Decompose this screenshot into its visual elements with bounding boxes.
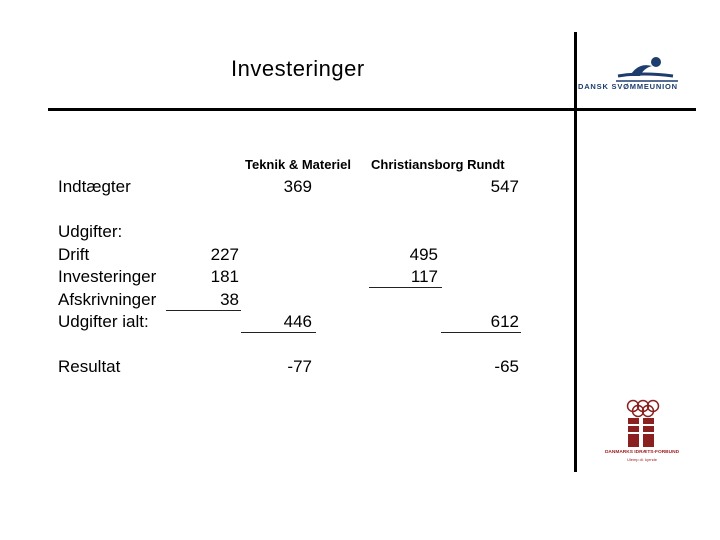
dif-logo bbox=[600, 398, 684, 470]
row-label-drift: Drift bbox=[58, 245, 90, 264]
slide-title: Investeringer bbox=[231, 56, 365, 81]
investeringer-christiansborg-subvalue: 117 bbox=[410, 267, 438, 286]
column-header-teknik: Teknik & Materiel bbox=[245, 157, 351, 172]
column-header-christiansborg: Christiansborg Rundt bbox=[371, 157, 505, 172]
christiansborg-subtotal-underline bbox=[369, 287, 442, 288]
udgifter-ialt-teknik-value: 446 bbox=[283, 312, 312, 331]
header-divider bbox=[48, 108, 696, 111]
dansk-svoemmeunion-logo bbox=[578, 52, 708, 96]
row-label-indtaegter: Indtægter bbox=[58, 177, 131, 196]
indtaegter-teknik-value: 369 bbox=[283, 177, 312, 196]
row-label-udgifter-ialt: Udgifter ialt: bbox=[58, 312, 149, 331]
swimmer-icon bbox=[578, 52, 708, 82]
indtaegter-christiansborg-value: 547 bbox=[490, 177, 519, 196]
udgifter-ialt-christiansborg-value: 612 bbox=[490, 312, 519, 331]
dsu-logo-text: DANSK SVØMMEUNION bbox=[578, 82, 678, 91]
drift-teknik-subvalue: 227 bbox=[210, 245, 239, 264]
resultat-christiansborg-value: -65 bbox=[494, 357, 519, 376]
row-label-investeringer: Investeringer bbox=[58, 267, 157, 286]
drift-christiansborg-subvalue: 495 bbox=[409, 245, 438, 264]
logo-column-divider bbox=[574, 32, 577, 472]
investeringer-teknik-subvalue: 181 bbox=[210, 267, 239, 286]
teknik-subtotal-underline bbox=[166, 310, 241, 311]
row-label-udgifter: Udgifter: bbox=[58, 222, 123, 241]
teknik-total-underline bbox=[241, 332, 316, 333]
row-label-resultat: Resultat bbox=[58, 357, 121, 376]
olympic-rings-icon bbox=[600, 398, 684, 450]
resultat-teknik-value: -77 bbox=[287, 357, 312, 376]
dif-logo-text: DANMARKS IDRÆTS-FORBUND bbox=[604, 450, 680, 455]
dif-logo-subtext: Ulemp di. kyrnde bbox=[626, 457, 657, 462]
afskrivninger-teknik-subvalue: 38 bbox=[220, 290, 239, 309]
row-label-afskrivninger: Afskrivninger bbox=[58, 290, 157, 309]
christiansborg-total-underline bbox=[441, 332, 521, 333]
